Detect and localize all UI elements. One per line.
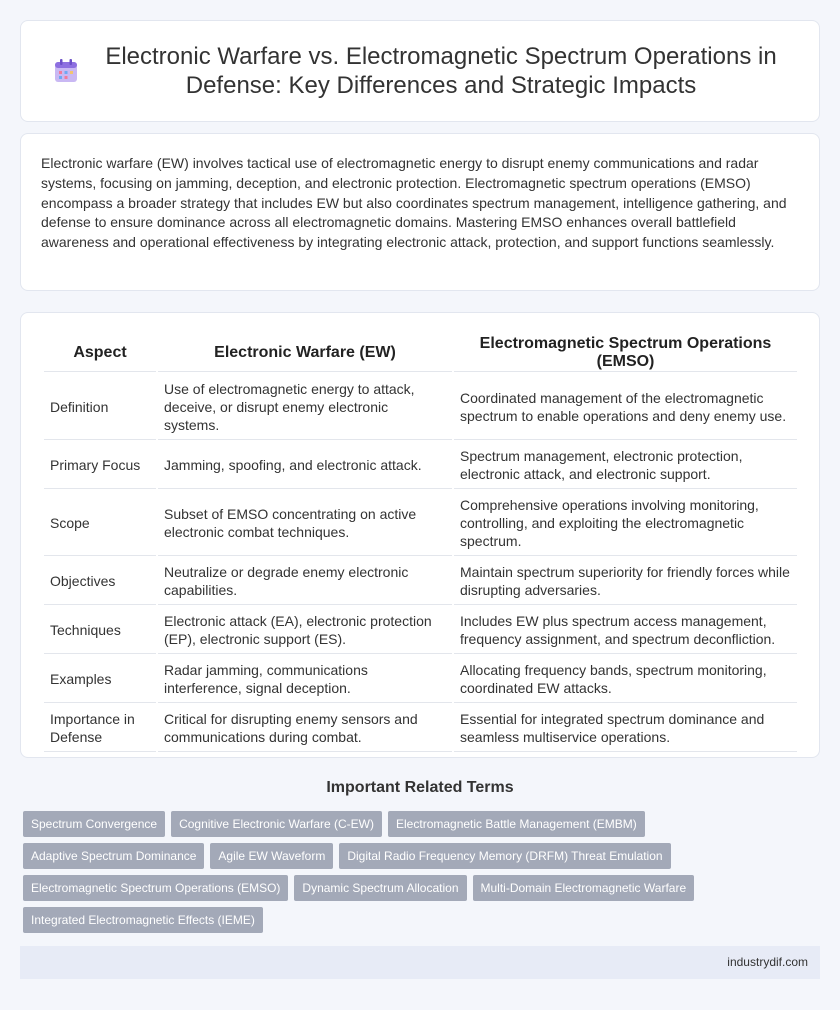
table-row (44, 374, 797, 440)
cell-aspect: Objectives (44, 558, 156, 605)
footer (20, 946, 820, 979)
related-term-tag[interactable]: Dynamic Spectrum Allocation (294, 875, 466, 901)
table-row (44, 607, 797, 654)
cell-ew: Use of electromagnetic energy to attack, deceive, or disrupt enemy electronic systems. (158, 374, 452, 440)
intro-card (20, 133, 820, 291)
cell-emso: Essential for integrated spectrum dominance and seamless multiservice operations. (454, 705, 797, 752)
page-title: Electronic Warfare vs. Electromagnetic Spectrum Operations in Defense: Key Differences and Strategic Impacts (105, 43, 777, 99)
cell-ew: Radar jamming, communications interference, signal deception. (158, 656, 452, 703)
cell-ew: Jamming, spoofing, and electronic attack. (158, 442, 452, 489)
footer-site-link[interactable]: industrydif.com (727, 955, 808, 969)
related-term-tag[interactable]: Integrated Electromagnetic Effects (IEME) (23, 907, 263, 933)
table-header-row (44, 335, 797, 372)
cell-aspect: Definition (44, 374, 156, 440)
related-term-tag[interactable]: Multi-Domain Electromagnetic Warfare (473, 875, 695, 901)
cell-emso: Includes EW plus spectrum access management, frequency assignment, and spectrum deconfliction. (454, 607, 797, 654)
comparison-table (42, 333, 799, 754)
cell-ew: Subset of EMSO concentrating on active electronic combat techniques. (158, 491, 452, 556)
comparison-card (20, 312, 820, 758)
cell-emso: Maintain spectrum superiority for friendly forces while disrupting adversaries. (454, 558, 797, 605)
cell-aspect: Scope (44, 491, 156, 556)
related-terms-heading: Important Related Terms (326, 779, 514, 796)
related-term-tag[interactable]: Spectrum Convergence (23, 811, 165, 837)
cell-aspect: Importance in Defense (44, 705, 156, 752)
table-row (44, 705, 797, 752)
cell-emso: Spectrum management, electronic protection, electronic attack, and electronic support. (454, 442, 797, 489)
cell-emso: Coordinated management of the electromagnetic spectrum to enable operations and deny enemy use. (454, 374, 797, 440)
cell-ew: Critical for disrupting enemy sensors and communications during combat. (158, 705, 452, 752)
title-card (20, 20, 820, 122)
related-terms-tags (23, 811, 813, 939)
header-ew: Electronic Warfare (EW) (158, 335, 452, 372)
intro-paragraph: Electronic warfare (EW) involves tactical use of electromagnetic energy to disrupt enemy communications and radar systems, focusing on jamming, deception, and electronic protection. Electromagnetic spectrum operations (EMSO) encompass a broader strategy that includes EW but also coordinates spectrum management, intelligence gathering, and defense to ensure dominance across all electromagnetic domains. Mastering EMSO enhances overall battlefield awareness and operational effectiveness by integrating electronic attack, protection, and support functions seamlessly. (41, 155, 787, 251)
related-term-tag[interactable]: Adaptive Spectrum Dominance (23, 843, 204, 869)
calendar-icon (51, 56, 81, 86)
related-term-tag[interactable]: Electromagnetic Spectrum Operations (EMSO) (23, 875, 288, 901)
table-row (44, 442, 797, 489)
header-emso: Electromagnetic Spectrum Operations (EMSO) (454, 335, 797, 372)
related-term-tag[interactable]: Electromagnetic Battle Management (EMBM) (388, 811, 645, 837)
header-aspect: Aspect (44, 335, 156, 372)
title-wrap (21, 21, 819, 121)
related-term-tag[interactable]: Agile EW Waveform (210, 843, 333, 869)
cell-aspect: Primary Focus (44, 442, 156, 489)
cell-ew: Electronic attack (EA), electronic protection (EP), electronic support (ES). (158, 607, 452, 654)
table-row (44, 656, 797, 703)
related-term-tag[interactable]: Digital Radio Frequency Memory (DRFM) Threat Emulation (339, 843, 670, 869)
cell-emso: Allocating frequency bands, spectrum monitoring, coordinated EW attacks. (454, 656, 797, 703)
cell-aspect: Examples (44, 656, 156, 703)
cell-aspect: Techniques (44, 607, 156, 654)
related-term-tag[interactable]: Cognitive Electronic Warfare (C-EW) (171, 811, 382, 837)
table-row (44, 491, 797, 556)
cell-emso: Comprehensive operations involving monitoring, controlling, and exploiting the electromagnetic spectrum. (454, 491, 797, 556)
table-row (44, 558, 797, 605)
cell-ew: Neutralize or degrade enemy electronic capabilities. (158, 558, 452, 605)
